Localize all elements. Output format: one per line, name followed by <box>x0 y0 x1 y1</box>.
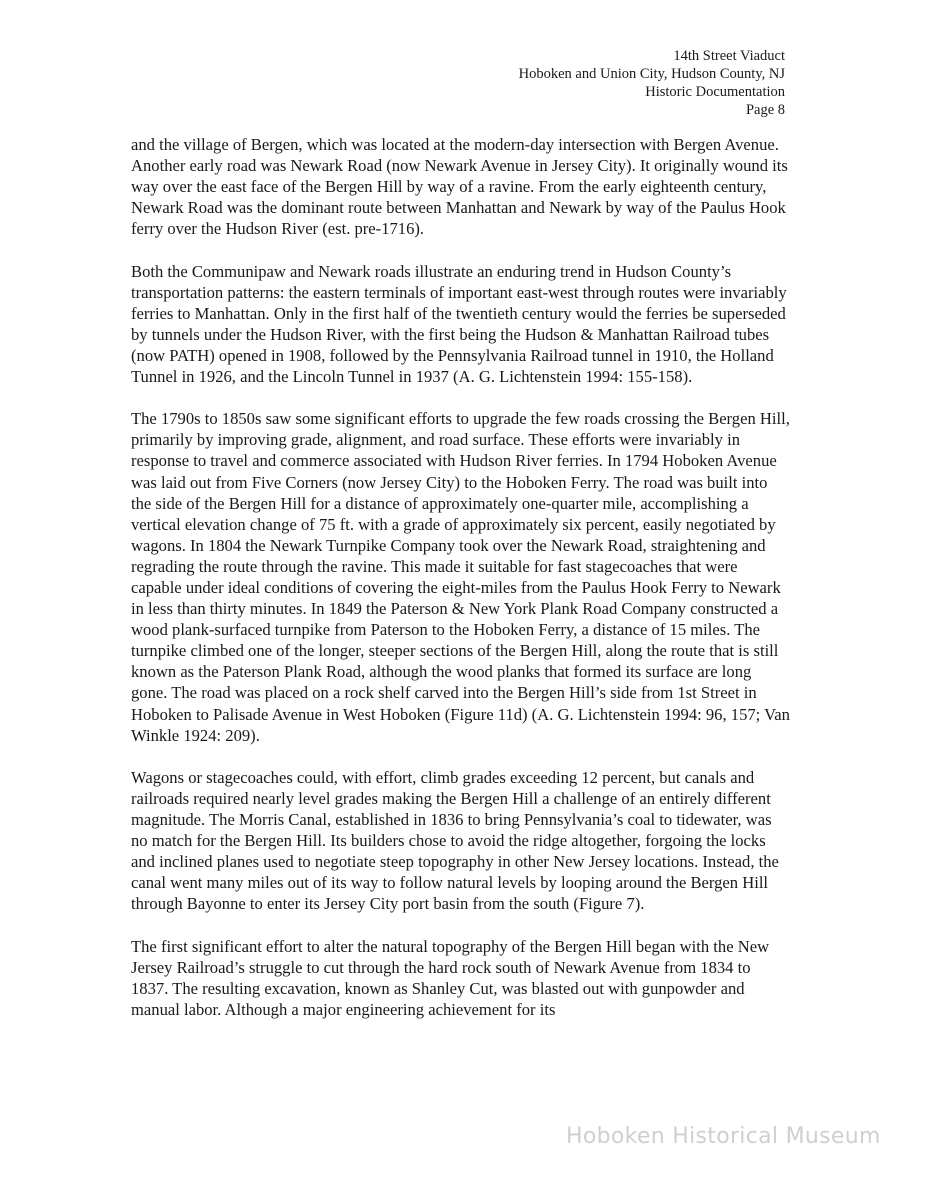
paragraph: The 1790s to 1850s saw some significant efforts to upgrade the few roads crossing the Bergen Hill, primarily by improving grade, alignment, and road surface. These efforts were invariably in response to travel and commerce associated with Hudson River ferries. In 1794 Hoboken Avenue was laid out from Five Corners (now Jersey City) to the Hoboken Ferry. The road was built into the side of the Bergen Hill for a distance of approximately one-quarter mile, accomplishing a vertical elevation change of 75 ft. with a grade of approximately six percent, easily negotiated by wagons. In 1804 the Newark Turnpike Company took over the Newark Road, straightening and regrading the route through the ravine. This made it suitable for fast stagecoaches that were capable under ideal conditions of covering the eight-miles from the Paulus Hook Ferry to Newark in less than thirty minutes. In 1849 the Paterson & New York Plank Road Company constructed a wood plank-surfaced turnpike from Paterson to the Hoboken Ferry, a distance of 15 miles. The turnpike climbed one of the longer, steeper sections of the Bergen Hill, along the route that is still known as the Paterson Plank Road, although the wood planks that formed its surface are long gone. The road was placed on a rock shelf carved into the Bergen Hill’s side from 1st Street in Hoboken to Palisade Avenue in West Hoboken (Figure 11d) (A. G. Lichtenstein 1994: 96, 157; Van Winkle 1924: 209). <box>131 409 790 745</box>
paragraph: and the village of Bergen, which was located at the modern-day intersection with Bergen Avenue. Another early road was Newark Road (now Newark Avenue in Jersey City). It originally wound its way over the east face of the Bergen Hill by way of a ravine. From the early eighteenth century, Newark Road was the dominant route between Manhattan and Newark by way of the Paulus Hook ferry over the Hudson River (est. pre-1716). <box>131 135 788 239</box>
body-text <box>131 134 791 1020</box>
page-number: Page 8 <box>745 102 785 118</box>
paragraph: The first significant effort to alter the natural topography of the Bergen Hill began with the New Jersey Railroad’s struggle to cut through the hard rock south of Newark Avenue from 1834 to 1837. The resulting excavation, known as Shanley Cut, was blasted out with gunpowder and manual labor. Although a major engineering achievement for its <box>131 936 770 1019</box>
page-header <box>519 47 785 119</box>
document-title: 14th Street Viaduct <box>673 48 785 64</box>
document-location: Hoboken and Union City, Hudson County, NJ <box>518 66 785 82</box>
paragraph: Wagons or stagecoaches could, with effort, climb grades exceeding 12 percent, but canals and railroads required nearly level grades making the Bergen Hill a challenge of an entirely different magnitude. The Morris Canal, established in 1836 to bring Pennsylvania’s coal to tidewater, was no match for the Bergen Hill. Its builders chose to avoid the ridge altogether, forgoing the locks and inclined planes used to negotiate steep topography in other New Jersey locations. Instead, the canal went many miles out of its way to follow natural levels by looping around the Bergen Hill through Bayonne to enter its Jersey City port basin from the south (Figure 7). <box>131 767 779 914</box>
document-type: Historic Documentation <box>645 84 785 100</box>
museum-watermark: Hoboken Historical Museum <box>566 1124 881 1149</box>
paragraph: Both the Communipaw and Newark roads illustrate an enduring trend in Hudson County’s transportation patterns: the eastern terminals of important east-west through routes were invariably ferries to Manhattan. Only in the first half of the twentieth century would the ferries be superseded by tunnels under the Hudson River, with the first being the Hudson & Manhattan Railroad tubes (now PATH) opened in 1908, followed by the Pennsylvania Railroad tunnel in 1910, the Holland Tunnel in 1926, and the Lincoln Tunnel in 1937 (A. G. Lichtenstein 1994: 155-158). <box>131 261 787 387</box>
